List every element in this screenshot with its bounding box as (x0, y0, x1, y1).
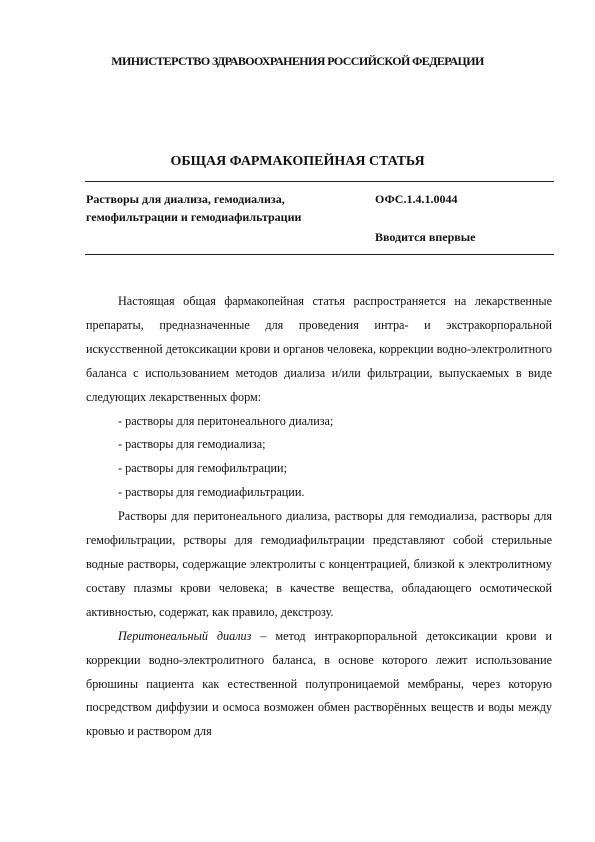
paragraph-description: Растворы для перитонеального диализа, растворы для гемодиализа, растворы для гемофильтрации, рстворы для гемодиафильтрации представляют собой стерильные водные растворы, содержащие электролиты с концентрацией, близкой к электролитному составу плазмы крови человека; в качестве вещества, обладающего осмотической активностью, содержат, как правило, декстрозу. (86, 509, 552, 619)
paragraph-scope: Настоящая общая фармакопейная статья распространяется на лекарственные препараты, предназначенные для проведения интра- и экстракорпоральной искусственной детоксикации крови и органов человека, коррекции водно-электролитного баланса с использованием методов диализа и/или фильтрации, выпускаемых в виде следующих лекарственных форм: (86, 294, 552, 404)
paragraph-peritoneal-text: – метод интракорпоральной детоксикации крови и коррекции водно-электролитного баланса, в основе которого лежит использование брюшины пациента как естественной полупроницаемой мембраны, через которую посредством диффузии и осмоса возможен обмен растворённых веществ и воды между кровью и раствором для (86, 628, 552, 739)
document-body (86, 290, 552, 744)
bottom-rule (85, 254, 554, 255)
term-peritoneal-dialysis: Перитонеальный диализ (118, 628, 252, 643)
page-title: ОБЩАЯ ФАРМАКОПЕЙНАЯ СТАТЬЯ (170, 154, 425, 169)
list-item: - растворы для гемофильтрации; (118, 461, 287, 476)
introduced-note: Вводится впервые (375, 230, 476, 244)
article-name (86, 190, 366, 226)
ministry-heading: МИНИСТЕРСТВО ЗДРАВООХРАНЕНИЯ РОССИЙСКОЙ ФЕДЕРАЦИИ (111, 54, 484, 68)
list-item: - растворы для гемодиафильтрации. (118, 485, 305, 500)
top-rule (85, 181, 554, 182)
article-code: ОФС.1.4.1.0044 (375, 192, 458, 206)
list-item: - растворы для гемодиализа; (118, 437, 266, 452)
paragraph-peritoneal-dialysis (86, 625, 552, 745)
article-name-line-1: Растворы для диализа, гемодиализа, (86, 192, 285, 206)
list-item: - растворы для перитонеального диализа; (118, 413, 334, 428)
article-name-line-2: гемофильтрации и гемодиафильтрации (86, 210, 302, 224)
